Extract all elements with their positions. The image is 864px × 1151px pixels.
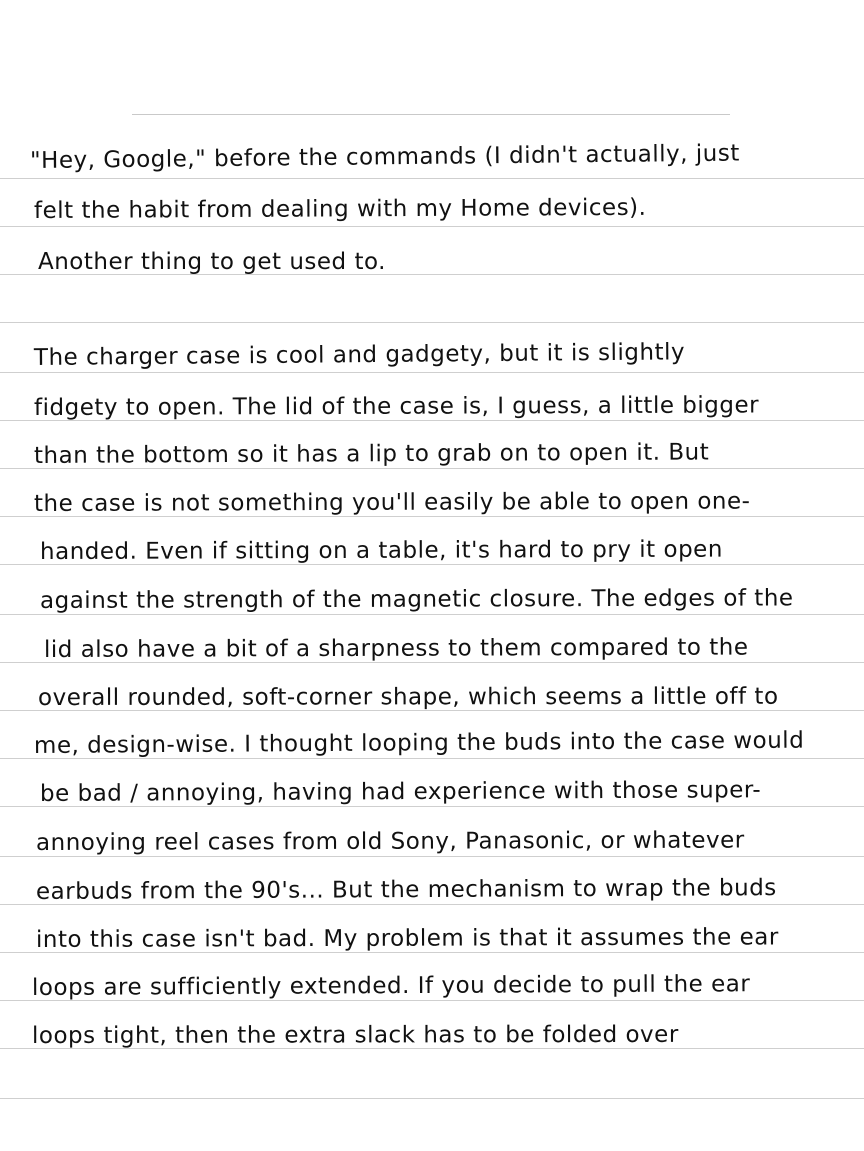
handwritten-line: loops tight, then the extra slack has to be folded over xyxy=(31,1021,679,1049)
handwritten-line: than the bottom so it has a lip to grab on to open it. But xyxy=(33,439,710,469)
ruled-line xyxy=(0,322,864,323)
handwritten-line: into this case isn't bad. My problem is that it assumes the ear xyxy=(35,924,779,953)
ruled-line xyxy=(0,614,864,615)
handwritten-line: The charger case is cool and gadgety, but it is slightly xyxy=(33,339,686,371)
ruled-line xyxy=(0,226,864,227)
ruled-line xyxy=(0,1098,864,1099)
handwritten-line: lid also have a bit of a sharpness to them compared to the xyxy=(43,634,749,663)
handwritten-line: me, design-wise. I thought looping the buds into the case would xyxy=(33,727,805,759)
ruled-line xyxy=(0,178,864,179)
handwritten-line: loops are sufficiently extended. If you decide to pull the ear xyxy=(31,971,751,1001)
handwritten-line: "Hey, Google," before the commands (I didn't actually, just xyxy=(29,140,740,174)
handwritten-line: earbuds from the 90's... But the mechanism to wrap the buds xyxy=(35,875,777,905)
top-margin-rule xyxy=(132,114,730,115)
ruled-line xyxy=(0,856,864,857)
handwritten-line: be bad / annoying, having had experience with those super- xyxy=(39,777,762,807)
handwritten-line: fidgety to open. The lid of the case is, I guess, a little bigger xyxy=(33,392,760,421)
handwritten-line: annoying reel cases from old Sony, Panasonic, or whatever xyxy=(35,827,745,856)
ruled-line xyxy=(0,372,864,373)
handwritten-line: handed. Even if sitting on a table, it's hard to pry it open xyxy=(39,536,723,565)
handwritten-line: the case is not something you'll easily be able to open one- xyxy=(33,488,751,517)
handwritten-line: overall rounded, soft-corner shape, which seems a little off to xyxy=(37,683,779,711)
handwritten-line: Another thing to get used to. xyxy=(38,249,386,275)
handwritten-line: felt the habit from dealing with my Home devices). xyxy=(33,194,647,224)
handwritten-line: against the strength of the magnetic closure. The edges of the xyxy=(39,585,794,614)
